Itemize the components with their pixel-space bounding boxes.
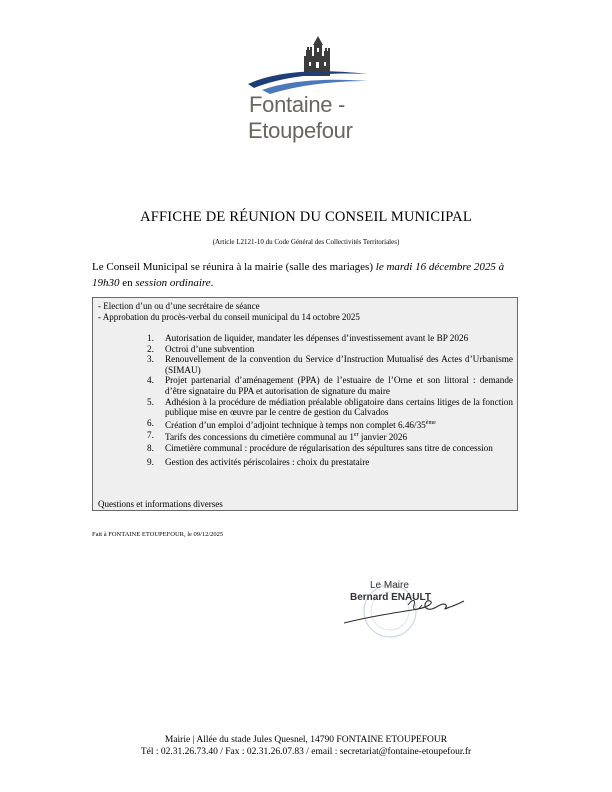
agenda-item (147, 418, 513, 431)
footer-address: Mairie | Allée du stade Jules Quesnel, 14790 FONTAINE ETOUPEFOUR (164, 735, 448, 745)
agenda-item-rest: janvier 2026 (358, 432, 408, 443)
mayor-signature-block (338, 575, 478, 645)
session-type: session ordinaire (135, 277, 211, 289)
agenda-item-number: 6. (147, 417, 154, 428)
agenda-item-number: 4. (147, 375, 154, 386)
agenda-item (147, 333, 513, 344)
agenda-item (147, 443, 513, 454)
superscript: ème (425, 419, 436, 426)
agenda-item-text: Octroi d’une subvention (165, 343, 255, 354)
agenda-item-text: Gestion des activités périscolaires : choix du prestataire (165, 456, 370, 467)
agenda-item (147, 344, 513, 355)
agenda-item-number: 5. (147, 396, 154, 407)
agenda-item-number: 3. (147, 354, 154, 365)
agenda-item-main: Tarifs des concessions du cimetière communal au 1 (165, 432, 354, 443)
agenda-item-text: Cimetière communal : procédure de régularisation des sépultures sans titre de concession (165, 443, 493, 454)
agenda-item (147, 397, 513, 418)
wave-navy (248, 71, 368, 88)
agenda-item (147, 375, 513, 396)
intro-connector: en (119, 277, 136, 289)
agenda-item (147, 354, 513, 375)
agenda-item-text: Projet partenarial d’aménagement (PPA) de l’estuaire de l’Orne et son littoral : demande d’être signataire du PPA et autorisation de signature du maire (165, 375, 513, 396)
agenda-item-text (165, 418, 513, 431)
logo-text-line1: Fontaine - (249, 92, 346, 117)
agenda-item-main: Création d’un emploi d’adjoint technique à temps non complet 6.46/35 (165, 419, 426, 430)
page-title: AFFICHE DE RÉUNION DU CONSEIL MUNICIPAL (140, 209, 472, 225)
agenda-item-number: 1. (147, 333, 154, 343)
meeting-date: le mardi 16 décembre 2025 à 19h30 (92, 261, 505, 289)
agenda-item (147, 457, 513, 468)
castle-wave-emblem (244, 34, 372, 94)
superscript: er (353, 432, 359, 439)
agenda-item-number: 2. (147, 343, 154, 354)
agenda-item-number: 7. (147, 430, 154, 441)
agenda-item-text (165, 430, 513, 443)
agenda-item-number: 9. (147, 456, 154, 467)
agenda-item-text: Renouvellement de la convention du Service d’Instruction Mutualisé des Actes d’Urbanisme (SIMAU) (165, 354, 513, 375)
made-at-line: Fait à FONTAINE ETOUPEFOUR, le 09/12/2025 (92, 531, 224, 538)
agenda-item-text: Autorisation de liquider, mandater les dépenses d’investissement avant le BP 2026 (165, 333, 469, 343)
intro-end: . (210, 277, 214, 289)
castle-icon (304, 36, 330, 76)
logo-text-line2: Etoupefour (248, 118, 353, 143)
agenda-item (147, 430, 513, 443)
signature-role: Le Maire (370, 580, 409, 591)
intro-text: Le Conseil Municipal se réunira à la mairie (salle des mariages) (92, 261, 376, 273)
signature-name: Bernard ENAULT (350, 592, 431, 603)
agenda-list (147, 333, 513, 467)
questions-line: Questions et informations diverses (98, 499, 223, 509)
legal-reference: (Article L2121-10 du Code Général des Collectivités Territoriales) (212, 238, 400, 246)
preliminary-item: - Election d’un ou d’une secrétaire de séance (98, 301, 260, 311)
agenda-box (92, 297, 518, 511)
preliminary-item: - Approbation du procès-verbal du conseil municipal du 14 octobre 2025 (98, 312, 360, 322)
footer-contact: Tél : 02.31.26.73.40 / Fax : 02.31.26.07.83 / email : secretariat@fontaine-etoupefour.fr (140, 747, 472, 757)
agenda-item-text: Adhésion à la procédure de médiation préalable obligatoire dans certains litiges de la fonction publique mise en œuvre par le centre de gestion du Calvados (165, 396, 513, 418)
agenda-item-number: 8. (147, 443, 154, 454)
meeting-announcement (92, 259, 522, 291)
commune-logo (244, 34, 372, 146)
